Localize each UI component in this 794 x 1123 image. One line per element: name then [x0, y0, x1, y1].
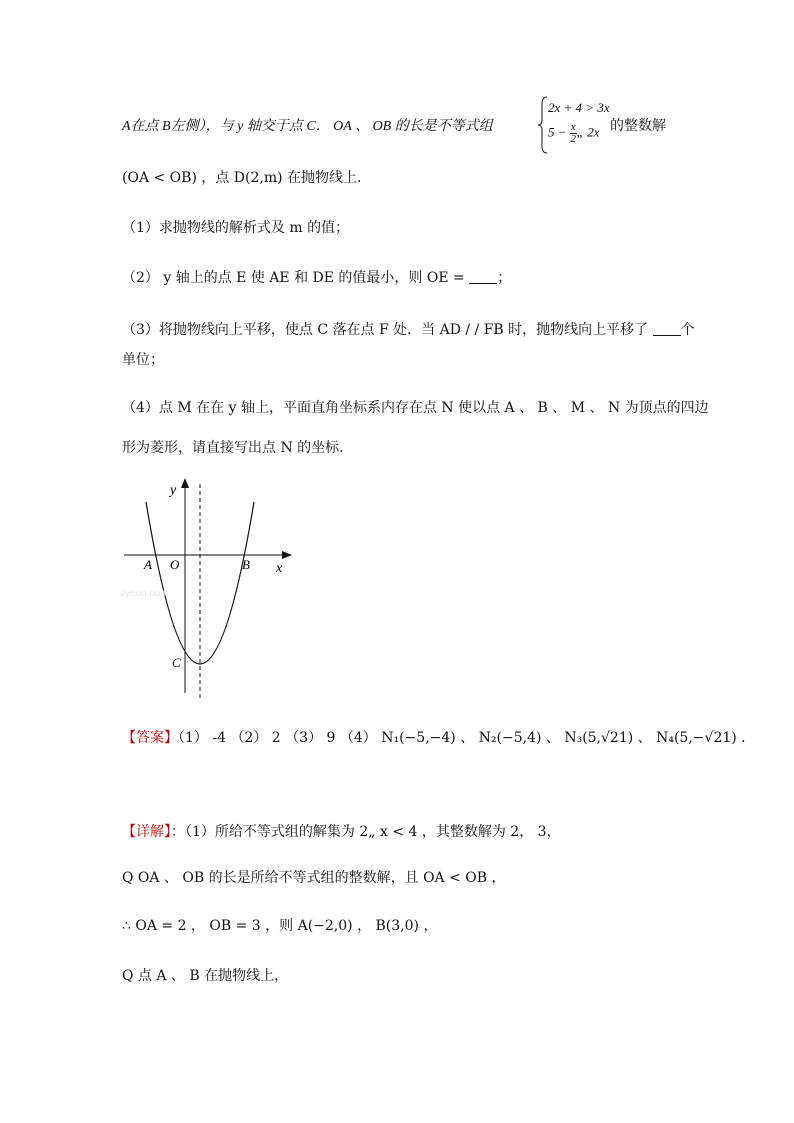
question-3-text: （3）将抛物线向上平移，使点 C 落在点 F 处．当 AD / / FB 时，抛物线向上平移了 — [122, 322, 653, 338]
fraction-numerator: x — [570, 121, 576, 133]
point-b-label: B — [242, 557, 250, 572]
fraction-denominator: 2 — [570, 133, 576, 145]
question-2-end: ； — [497, 270, 512, 286]
question-4-continued: 形为菱形，请直接写出点 N 的坐标． — [122, 440, 354, 456]
system-row-2 — [548, 122, 599, 145]
question-2-text: （2） y 轴上的点 E 使 AE 和 DE 的值最小，则 OE = — [122, 270, 470, 286]
detail-line-1 — [122, 822, 561, 842]
point-a-label: A — [144, 557, 152, 572]
question-3 — [122, 320, 695, 340]
detail-line-1-text: ：（1）所给不等式组的解集为 2„ x < 4 ，其整数解为 2， 3， — [171, 824, 561, 840]
question-4: （4）点 M 在在 y 轴上，平面直角坐标系内存在点 N 使以点 A 、 B 、 M 、 N 为顶点的四边 — [122, 400, 709, 416]
answer-line — [122, 728, 755, 748]
y-axis-arrow — [181, 478, 189, 488]
parabola-graph — [118, 476, 298, 701]
answer-blank-2 — [469, 269, 497, 284]
watermark: Jyeoo.com — [120, 588, 169, 599]
system-brace — [538, 96, 548, 154]
system-row-2-fraction — [570, 122, 577, 145]
x-axis-label: x — [276, 561, 283, 576]
question-2 — [122, 268, 511, 288]
detail-line-3: ∴ OA = 2 ， OB = 3 ，则 A(−2,0) ， B(3,0) ， — [122, 918, 438, 934]
system-row-2-b: „ 2x — [576, 124, 600, 140]
question-3-continued: 单位； — [122, 352, 164, 368]
system-row-1: 2x + 4 > 3x — [548, 100, 610, 115]
problem-line-1-start: A在点 B左侧），与 y 轴交于点 C． OA 、 OB 的长是不等式组 — [122, 119, 493, 134]
x-axis-arrow — [282, 551, 292, 559]
detail-line-4: Q 点 A 、 B 在抛物线上， — [122, 968, 289, 984]
system-row-2-a: 5 − — [548, 124, 570, 140]
question-3-end: 个 — [680, 322, 695, 338]
problem-line-1 — [122, 116, 493, 137]
problem-line-1-end: 的整数解 — [610, 118, 666, 134]
answer-blank-3 — [653, 321, 681, 336]
y-axis-label: y — [170, 483, 177, 498]
answer-tag: 【答案】 — [122, 730, 178, 746]
origin-label: O — [170, 557, 180, 572]
question-1: （1）求抛物线的解析式及 m 的值； — [122, 220, 350, 236]
detail-tag: 【详解】 — [122, 824, 171, 840]
detail-line-2: Q OA 、 OB 的长是所给不等式组的整数解，且 OA < OB ， — [122, 870, 506, 886]
point-c-label: C — [172, 655, 181, 670]
problem-line-2: (OA < OB) ，点 D(2,m) 在抛物线上． — [122, 170, 372, 186]
answer-text: （1） -4 （2） 2 （3） 9 （4） N₁(−5,−4) 、 N₂(−5,4) 、 N₃(5,√21) 、 N₄(5,−√21) ． — [178, 730, 756, 746]
